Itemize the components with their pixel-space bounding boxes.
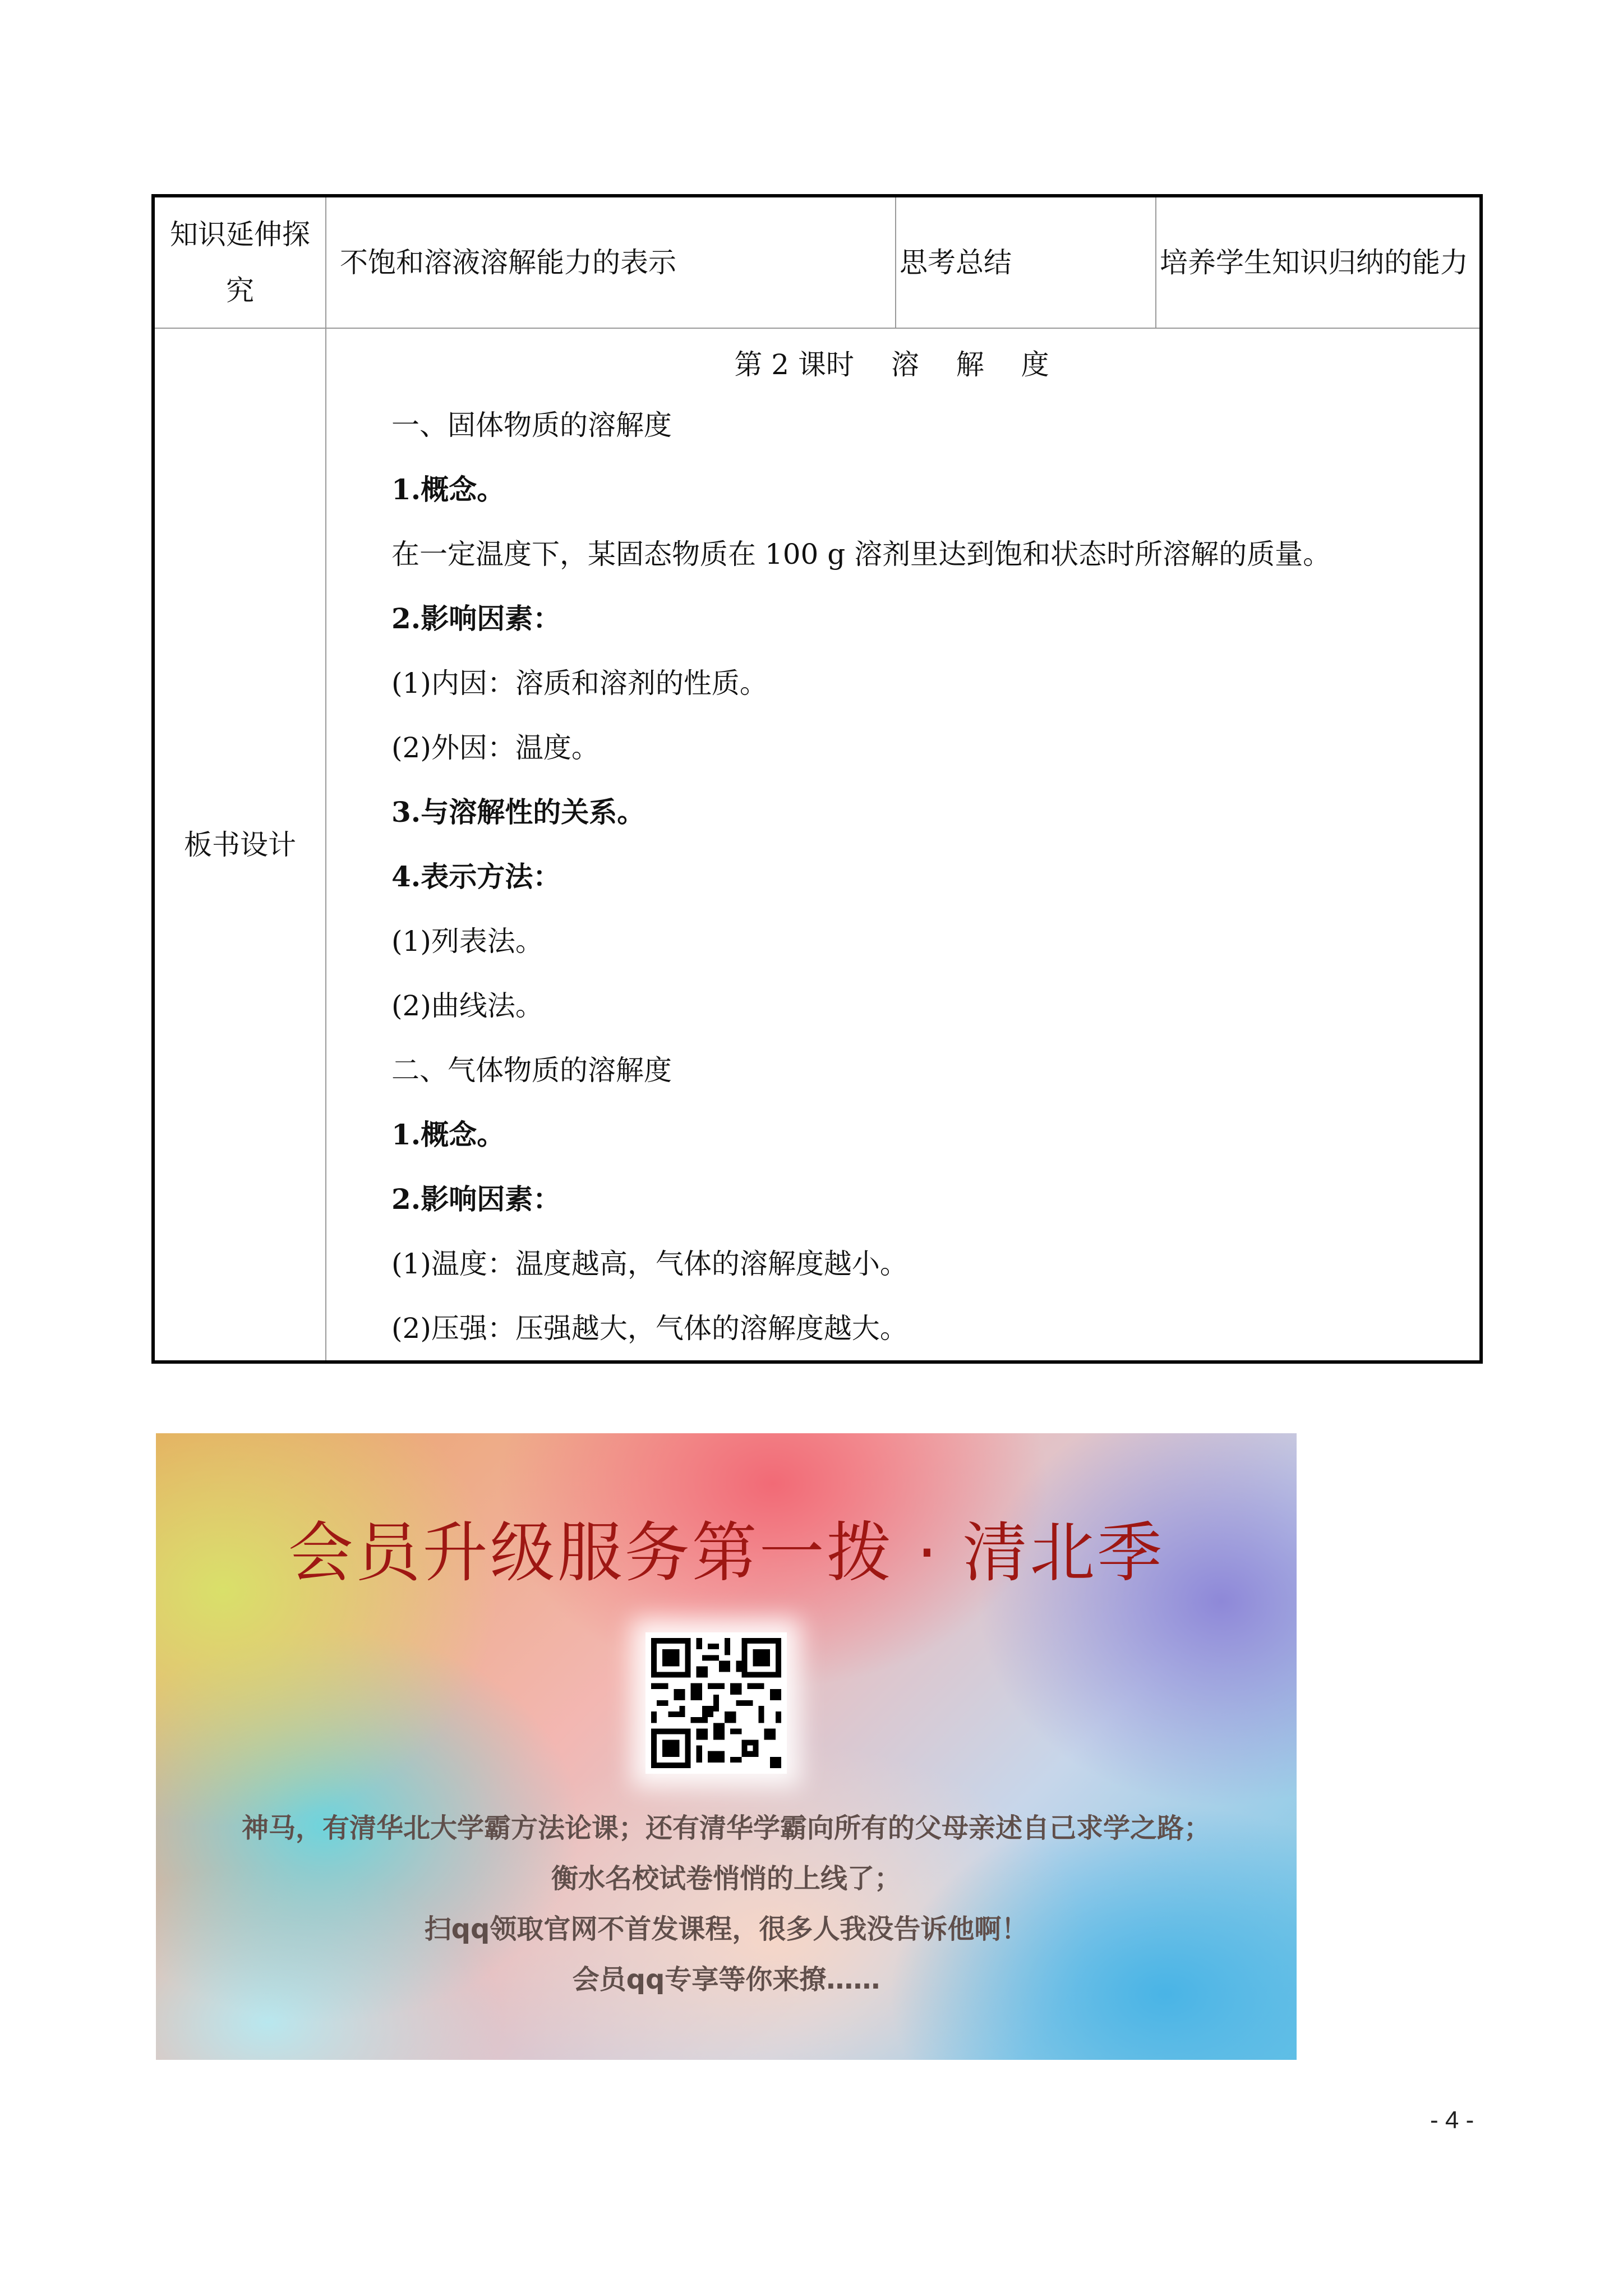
cell-activity: 思考总结 [896,196,1156,328]
board-line: (2)曲线法。 [391,989,543,1022]
board-lines [326,393,1479,1360]
lesson-table [151,194,1483,1364]
board-line: 在一定温度下，某固态物质在 100 g 溶剂里达到饱和状态时所溶解的质量。 [391,537,1331,570]
board-line: 1.概念。 [391,1117,505,1151]
banner-line: 扫qq领取官网不首发课程，很多人我没告诉他啊！ [424,1913,1029,1945]
page-number: - 4 - [1430,2106,1474,2134]
board-line: 2.影响因素： [391,1182,561,1216]
banner-line: 神马，有清华北大学霸方法论课；还有清华学霸向所有的父母亲述自己求学之路； [241,1812,1211,1844]
board-line: (1)内因：溶质和溶剂的性质。 [391,666,768,700]
row-header-board-design: 板书设计 [153,328,326,1362]
board-line: (2)外因：温度。 [391,731,600,764]
cell-goal: 培养学生知识归纳的能力 [1156,196,1481,328]
row-header-knowledge-extension: 知识延伸探究 [153,196,326,328]
board-line: 3.与溶解性的关系。 [391,795,645,829]
banner-line: 衡水名校试卷悄悄的上线了； [551,1863,901,1894]
banner-heading: 会员升级服务第一拨 · 清北季 [288,1515,1165,1591]
board-line: (2)压强：压强越大，气体的溶解度越大。 [391,1312,908,1345]
board-line: (1)列表法。 [391,924,543,958]
board-line: (1)温度：温度越高，气体的溶解度越小。 [391,1247,908,1280]
table-row [153,196,1481,328]
board-line: 4.表示方法： [391,859,561,893]
promo-banner[interactable] [156,1433,1297,2060]
table-row [153,328,1481,1362]
board-line: 2.影响因素： [391,601,561,635]
board-line: 1.概念。 [391,472,505,506]
cell-content: 不饱和溶液溶解能力的表示 [326,196,896,328]
board-line: 二、气体物质的溶解度 [391,1053,672,1087]
banner-line: 会员qq专享等你来撩…… [572,1964,880,1995]
qr-code-icon [645,1632,787,1774]
board-title: 第 2 课时 溶 解 度 [734,348,1049,381]
board-line: 一、固体物质的溶解度 [391,408,672,441]
board-design-content [326,328,1481,1362]
